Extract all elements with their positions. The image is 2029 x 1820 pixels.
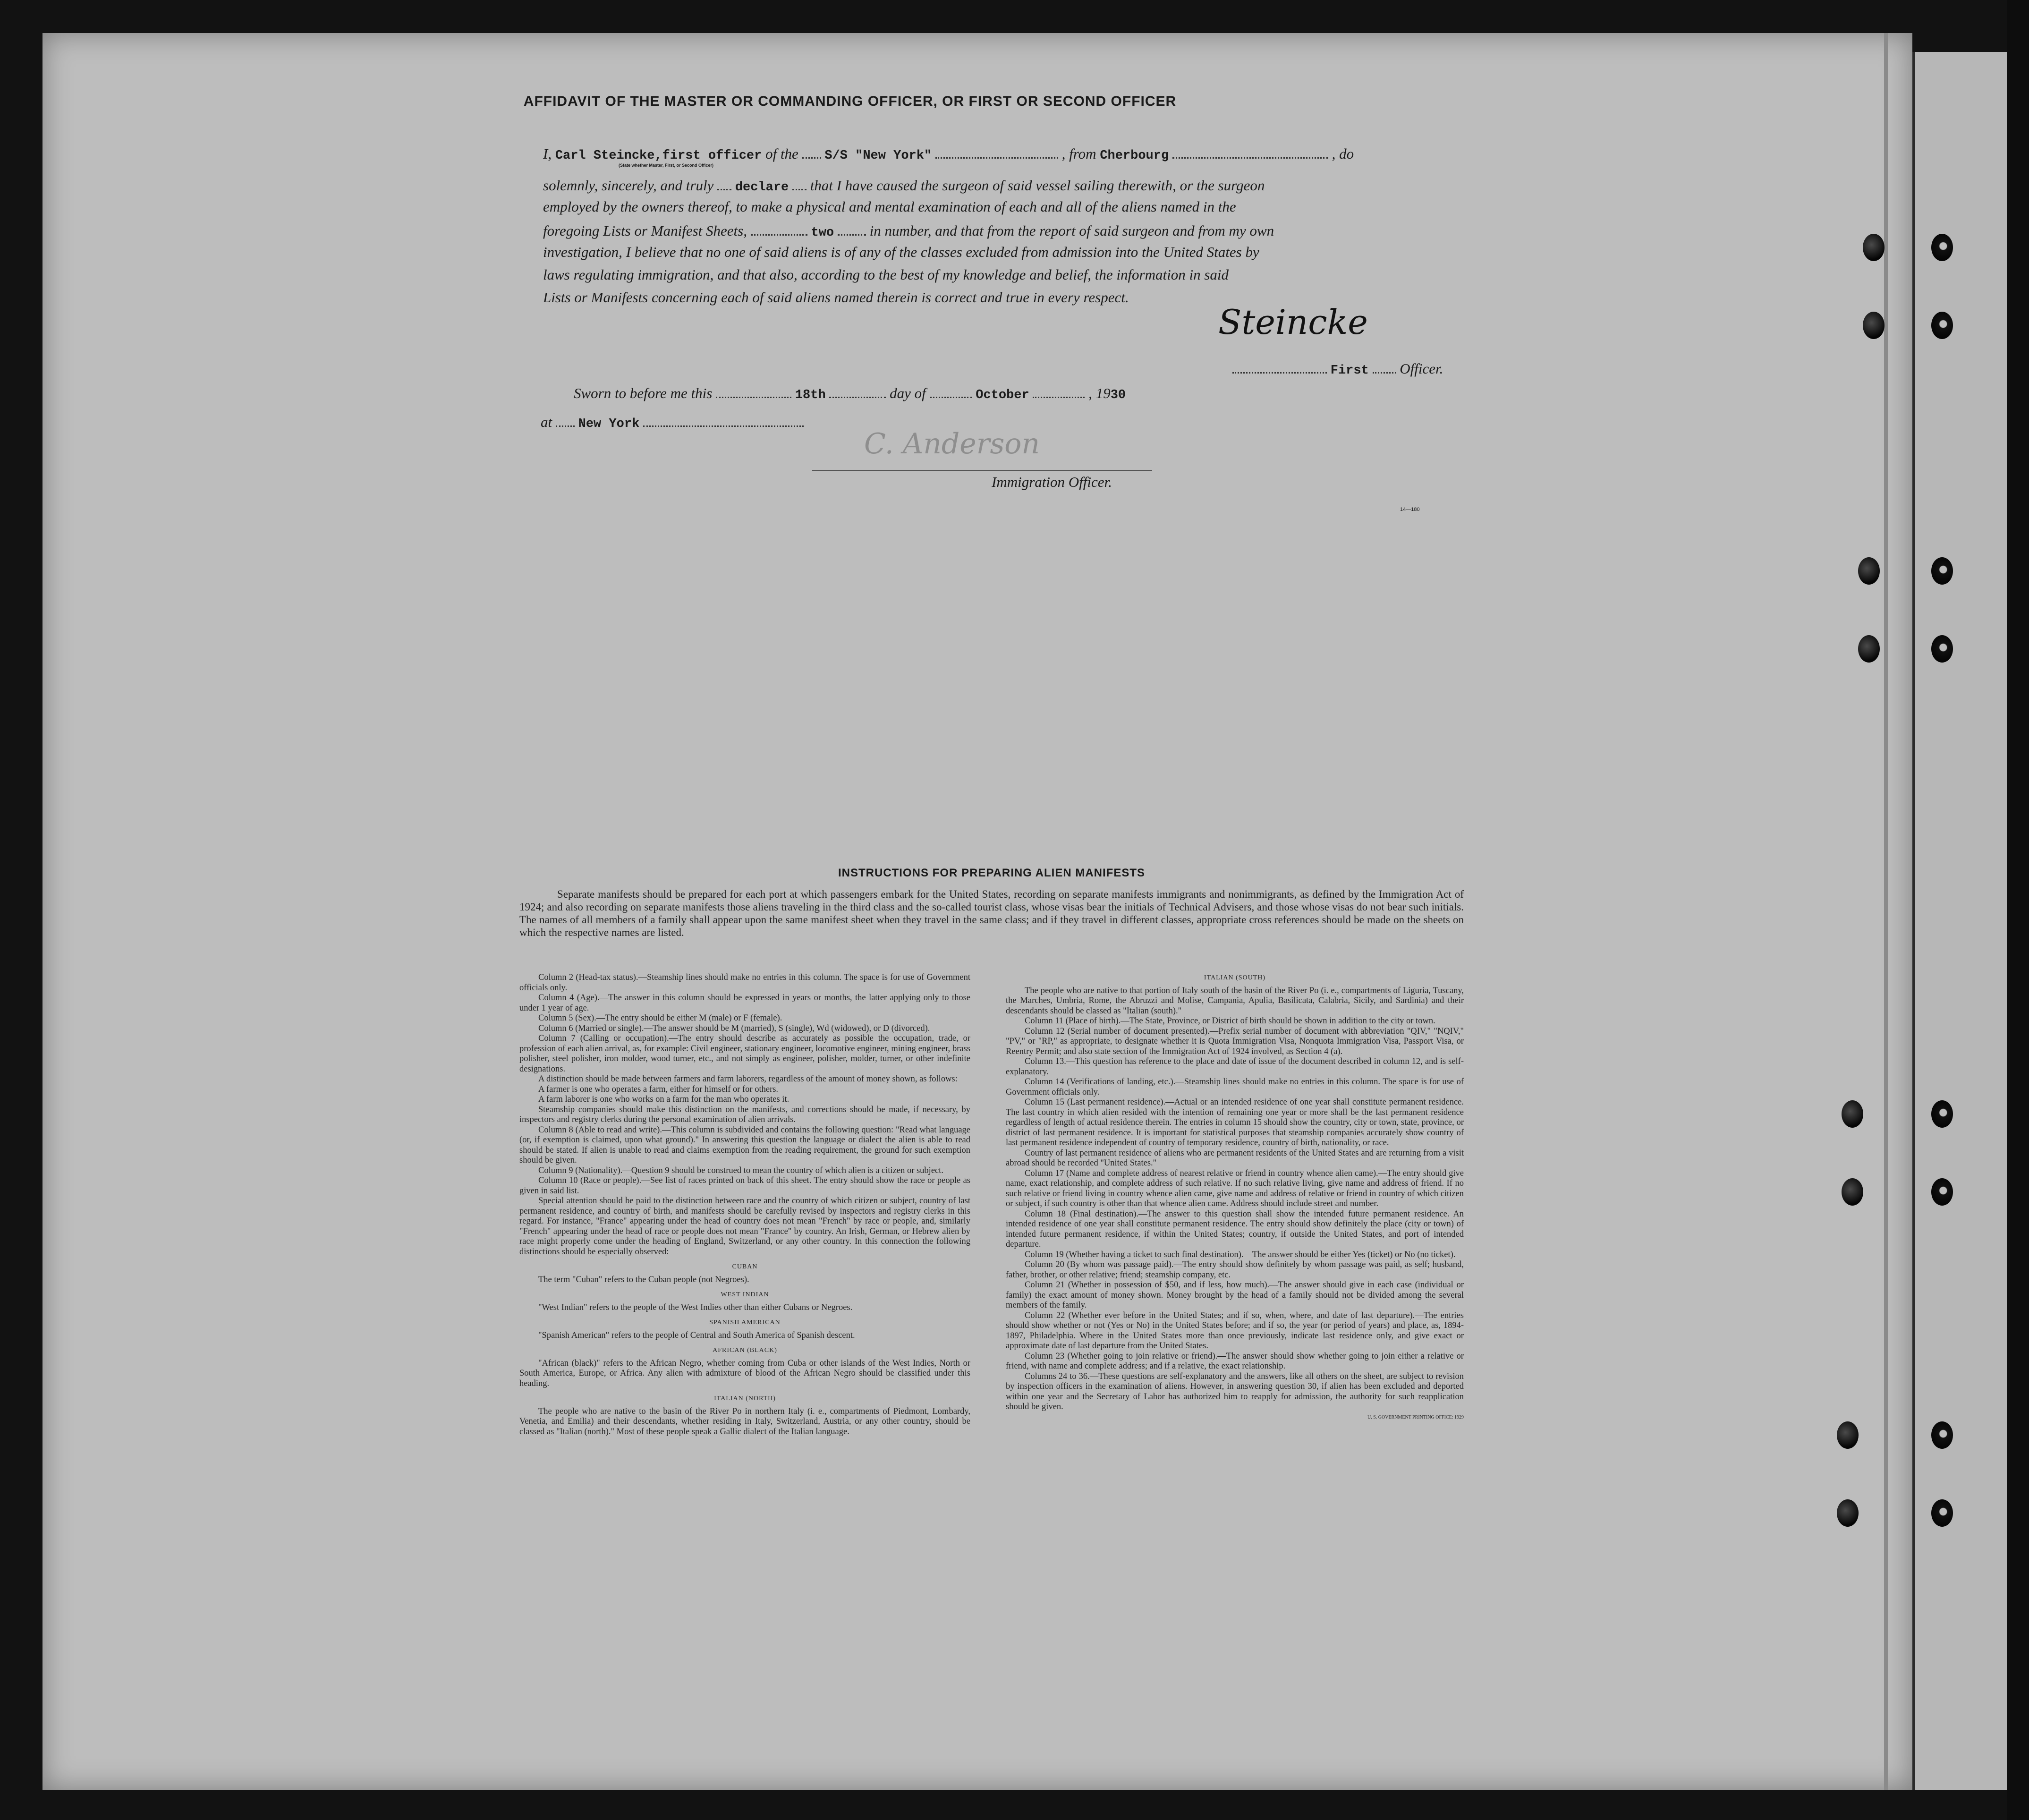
section-heading: SPANISH AMERICAN bbox=[709, 1319, 781, 1326]
instruction-paragraph: Column 9 (Nationality).—Question 9 should be construed to mean the country of which alien is a citizen or subject. bbox=[538, 1165, 944, 1175]
instructions-intro: Separate manifests should be prepared for each port at which passengers embark for the United States, recording on separate manifests immigrants and nonimmigrants, as defined by the Immigration Act of 1924; and also recording on separate manifests those aliens traveling in the third class and the so-called tourist class, whose visas bear the initials of Technical Advisers, and those whose visas do not bear such initials. The names of all members of a family shall appear upon the same manifest sheet when they travel in the same class; and if they travel in different classes, appropriate cross references should be made on the sheets on which the respective names are listed. bbox=[519, 888, 1464, 938]
form-number: 14—180 bbox=[1400, 507, 1420, 512]
instruction-paragraph: A farmer is one who operates a farm, either for himself or for others. bbox=[538, 1084, 779, 1094]
affidavit-line-1 bbox=[543, 144, 1354, 163]
instruction-paragraph: Columns 24 to 36.—These questions are self-explanatory and the answers, like all others on the sheet, are subject to revision by inspection officers in the examination of aliens. However, in answering question 30, if alien has been excluded and deported within one year and the Secretary of Labor has authorized him to reapply for admission, the authority for such reapplication should be given. bbox=[1006, 1371, 1464, 1412]
dotted-rule bbox=[751, 221, 807, 236]
sworn-month: October bbox=[976, 388, 1029, 402]
dotted-rule bbox=[930, 383, 972, 398]
text: Officer. bbox=[1400, 360, 1443, 377]
text: of the bbox=[765, 145, 798, 162]
binder-hole-icon bbox=[1842, 1100, 1863, 1128]
adjacent-page-edge bbox=[1912, 52, 2010, 1790]
text: day of bbox=[890, 385, 926, 401]
sworn-line bbox=[574, 383, 1126, 402]
instruction-paragraph: Column 21 (Whether in possession of $50, and if less, how much).—The answer should give in each case (individual or family) the exact amount of money shown. Money brought by the head of a family should not be divided among the several members of the family. bbox=[1006, 1280, 1464, 1310]
text: foregoing Lists or Manifest Sheets, bbox=[543, 222, 747, 239]
text: , 19 bbox=[1088, 385, 1111, 401]
departure-port: Cherbourg bbox=[1100, 149, 1169, 163]
sworn-year: 30 bbox=[1110, 388, 1126, 402]
sworn-day: 18th bbox=[795, 388, 826, 402]
instruction-paragraph: Column 13.—This question has reference to the place and date of issue of the document described in column 12, and is self-explanatory. bbox=[1006, 1057, 1464, 1077]
section-heading: CUBAN bbox=[732, 1263, 758, 1270]
printer-imprint: U. S. GOVERNMENT PRINTING OFFICE: 1929 bbox=[1367, 1414, 1464, 1420]
instruction-paragraph: Column 14 (Verifications of landing, etc.).—Steamship lines should make no entries in this column. The space is for use of Government officials only. bbox=[1006, 1077, 1464, 1097]
sheet-count: two bbox=[811, 226, 834, 240]
affidavit-line-4 bbox=[543, 221, 1274, 240]
dotted-rule bbox=[1373, 359, 1396, 374]
instructions-right-column bbox=[1006, 968, 1464, 1422]
section-heading: ITALIAN (NORTH) bbox=[714, 1395, 776, 1402]
dotted-rule bbox=[717, 176, 731, 190]
instruction-paragraph: Column 23 (Whether going to join relative or friend).—The answer should show whether going to join either a relative or friend, with name and complete address; and if a relative, the exact relationship. bbox=[1006, 1351, 1464, 1371]
instructions-title: INSTRUCTIONS FOR PREPARING ALIEN MANIFESTS bbox=[838, 867, 1145, 879]
instruction-paragraph: "Spanish American" refers to the people of Central and South America of Spanish descent. bbox=[538, 1330, 855, 1340]
immigration-officer-label: Immigration Officer. bbox=[992, 474, 1112, 490]
binder-ring-icon bbox=[1931, 234, 1953, 261]
binder-ring-icon bbox=[1931, 557, 1953, 585]
binder-hole-icon bbox=[1863, 234, 1885, 261]
officer-rank: First bbox=[1330, 364, 1369, 378]
binder-hole-icon bbox=[1863, 312, 1885, 339]
binder-ring-icon bbox=[1931, 635, 1953, 663]
section-heading: ITALIAN (SOUTH) bbox=[1204, 974, 1266, 981]
vessel-name: S/S "New York" bbox=[824, 149, 932, 163]
instruction-paragraph: The term "Cuban" refers to the Cuban people (not Negroes). bbox=[538, 1275, 749, 1284]
instruction-paragraph: Column 6 (Married or single).—The answer should be M (married), S (single), Wd (widowed), or D (divorced). bbox=[538, 1023, 930, 1033]
text: at bbox=[541, 414, 552, 430]
affidavit-line-6: laws regulating immigration, and that also, according to the best of my knowledge and belief, the information in said bbox=[543, 266, 1229, 283]
text: Sworn to before me this bbox=[574, 385, 713, 401]
instruction-paragraph: A distinction should be made between farmers and farm laborers, regardless of the amount of money shown, as follows: bbox=[538, 1074, 958, 1084]
dotted-rule bbox=[838, 221, 866, 236]
dotted-rule bbox=[643, 412, 804, 427]
instruction-paragraph: Column 5 (Sex).—The entry should be either M (male) or F (female). bbox=[538, 1013, 782, 1023]
rank-note: (State whether Master, First, or Second Officer) bbox=[619, 163, 714, 168]
instruction-paragraph: Column 10 (Race or people).—See list of races printed on back of this sheet. The entry should show the race or people as given in said list. bbox=[519, 1176, 970, 1196]
instruction-paragraph: Column 17 (Name and complete address of nearest relative or friend in country whence alien came).—The entry should give name, exact relationship, and complete address of such relative. If no such relative living, give name and address of friend. If no such relative or friend living in country whence alien came, give name and address of relative or friend in country of which citizen or subject, if such country is other than that whence alien came. Address should include street and number. bbox=[1006, 1168, 1464, 1208]
oath-word: declare bbox=[735, 180, 789, 195]
dotted-rule bbox=[829, 383, 886, 398]
instruction-paragraph: Steamship companies should make this distinction on the manifests, and corrections should be made, if necessary, by inspectors and registry clerks during the personal examination of alien arrivals. bbox=[519, 1105, 970, 1124]
page-fold bbox=[1884, 33, 1888, 1790]
affidavit-line-5: investigation, I believe that no one of said aliens is of any of the classes excluded from admission into the United States by bbox=[543, 244, 1259, 260]
instruction-paragraph: The people who are native to the basin of the River Po in northern Italy (i. e., compartments of Piedmont, Lombardy, Venetia, and Emilia) and their descendants, whether residing in Italy, Switzerland, Austria, or any other country, should be classed as "Italian (north)." Most of these people speak a Gallic dialect of the Italian language. bbox=[519, 1406, 970, 1437]
affidavit-line-2 bbox=[543, 176, 1265, 195]
instruction-paragraph: Special attention should be paid to the distinction between race and the country of which citizen or subject, country of last permanent residence, and country of birth, and manifests should be carefully revised by inspectors and registry clerks in this regard. For instance, "France" appearing under the head of country does not mean "French" by race or people, and, similarly "French" appearing under the head of race or people does not mean "France" by country. An Irish, German, or Hebrew alien by race might properly come under the heading of England, Switzerland, or any other country. In this connection the following distinctions should be especially observed: bbox=[519, 1196, 970, 1257]
dotted-rule bbox=[1172, 144, 1328, 159]
text: that I have caused the surgeon of said vessel sailing therewith, or the surgeon bbox=[810, 177, 1265, 194]
dotted-rule bbox=[935, 144, 1058, 159]
section-heading: AFRICAN (BLACK) bbox=[713, 1347, 777, 1354]
instruction-paragraph: Country of last permanent residence of aliens who are permanent residents of the United States and are returning from a visit abroad should be recorded "United States." bbox=[1006, 1148, 1464, 1168]
instruction-paragraph: Column 12 (Serial number of document presented).—Prefix serial number of document with abbreviation "QIV," "NQIV," "PV," or "RP," as appropriate, to designate whether it is Quota Immigration Visa, Nonquota Immigration Visa, Passport Visa, or Reentry Permit; and also state section of the Immigration Act of 1924 involved, as Section 4 (a). bbox=[1006, 1026, 1464, 1056]
binder-hole-icon bbox=[1842, 1178, 1863, 1206]
sworn-place-line bbox=[541, 412, 804, 431]
dotted-rule bbox=[716, 383, 791, 398]
binder-hole-icon bbox=[1837, 1499, 1859, 1527]
instruction-paragraph: Column 7 (Calling or occupation).—The entry should describe as accurately as possible the occupation, trade, or profession of each alien arrival, as, for example: Civil engineer, stationary engineer, locomotive engineer, mining engineer, brass polisher, steel polisher, iron molder, wood turner, etc., and not simply as engineer, polisher, molder, turner, or other indefinite designations. bbox=[519, 1034, 970, 1074]
instruction-paragraph: Column 22 (Whether ever before in the United States; and if so, when, where, and date of last departure).—The entries should show whether or not (Yes or No) in the United States before; and if so, the year (or period of years) and place, as, 1894-1897, Philadelphia. Where in the United States more than once previously, indicate last residence only, and give exact or approximate date of last departure from the United States. bbox=[1006, 1310, 1464, 1351]
affidavit-line-3: employed by the owners thereof, to make a physical and mental examination of each and all of the aliens named in the bbox=[543, 198, 1236, 215]
instruction-paragraph: Column 4 (Age).—The answer in this column should be expressed in years or months, the latter applying only to those under 1 year of age. bbox=[519, 993, 970, 1013]
binder-ring-icon bbox=[1931, 1178, 1953, 1206]
binder-ring-icon bbox=[1931, 1499, 1953, 1527]
dotted-rule bbox=[792, 176, 807, 190]
scanner-edge bbox=[2007, 0, 2029, 1820]
binder-ring-icon bbox=[1931, 1100, 1953, 1128]
instruction-paragraph: "African (black)" refers to the African Negro, whether coming from Cuba or other islands of the West Indies, North or South America, Europe, or Africa. Any alien with admixture of blood of the African Negro should be classified under this heading. bbox=[519, 1358, 970, 1388]
text: , do bbox=[1332, 145, 1354, 162]
dotted-rule bbox=[556, 412, 575, 427]
binder-hole-icon bbox=[1858, 635, 1880, 663]
officer-rank-line bbox=[1232, 359, 1443, 378]
dotted-rule bbox=[802, 144, 821, 159]
instruction-paragraph: Column 15 (Last permanent residence).—Actual or an intended residence of one year shall constitute permanent residence. The last country in which alien resided with the intention of remaining one year or more shall be the last permanent residence regardless of length of actual residence therein. The entries in column 15 should show the country, city or town, state, province, or district of last permanent residence. It is important for statistical purposes that steamship companies accurately show country of last permanent residence independent of country of temporary residence, country of birth, nationality, or race. bbox=[1006, 1097, 1464, 1148]
dotted-rule bbox=[1033, 383, 1085, 398]
affidavit-line-7: Lists or Manifests concerning each of said aliens named therein is correct and true in every respect. bbox=[543, 289, 1129, 306]
instruction-paragraph: Column 11 (Place of birth).—The State, Province, or District of birth should be shown in addition to the city or town. bbox=[1025, 1016, 1435, 1026]
text: solemnly, sincerely, and truly bbox=[543, 177, 714, 194]
instruction-paragraph: Column 19 (Whether having a ticket to such final destination).—The answer should be either Yes (ticket) or No (no ticket). bbox=[1025, 1250, 1456, 1259]
officer-signature: Steincke bbox=[1218, 302, 1368, 342]
affidavit-title: AFFIDAVIT OF THE MASTER OR COMMANDING OFFICER, OR FIRST OR SECOND OFFICER bbox=[523, 94, 1177, 109]
binder-hole-icon bbox=[1837, 1421, 1859, 1449]
sworn-place: New York bbox=[578, 417, 640, 431]
signature-rule bbox=[812, 470, 1152, 471]
binder-ring-icon bbox=[1931, 1421, 1953, 1449]
instruction-paragraph: A farm laborer is one who works on a farm for the man who operates it. bbox=[538, 1095, 790, 1104]
dotted-rule bbox=[1232, 359, 1327, 374]
section-heading: WEST INDIAN bbox=[721, 1291, 769, 1298]
instruction-paragraph: Column 2 (Head-tax status).—Steamship lines should make no entries in this column. The space is for use of Government officials only. bbox=[519, 973, 970, 993]
immigration-officer-signature: C. Anderson bbox=[864, 427, 1040, 460]
officer-name: Carl Steincke,first officer bbox=[555, 149, 762, 163]
instructions-left-column bbox=[519, 973, 970, 1437]
text: in number, and that from the report of said surgeon and from my own bbox=[869, 222, 1274, 239]
instruction-paragraph: The people who are native to that portion of Italy south of the basin of the River Po (i. e., compartments of Liguria, Tuscany, the Marches, Umbria, Rome, the Abruzzi and Molise, Campania, Apulia, Basilicata, Calabria, Sicily, and Sardinia) and their descendants should be classed as "Italian (south)." bbox=[1006, 986, 1464, 1016]
instruction-paragraph: "West Indian" refers to the people of the West Indies other than either Cubans or Negroes. bbox=[538, 1302, 853, 1312]
instruction-paragraph: Column 20 (By whom was passage paid).—The entry should show definitely by whom passage was paid, as self; husband, father, brother, or other relative; friend; steamship company, etc. bbox=[1006, 1260, 1464, 1280]
instruction-paragraph: Column 8 (Able to read and write).—This column is subdivided and contains the following question: "Read what language (or, if exemption is claimed, upon what ground)." In answering this question the language or dialect the alien is able to read should be stated. If alien is unable to read and claims exemption from the reading requirement, the ground for such exemption should be given. bbox=[519, 1125, 970, 1165]
binder-hole-icon bbox=[1858, 557, 1880, 585]
instruction-paragraph: Column 18 (Final destination).—The answer to this question shall show the intended future permanent residence. An intended residence of one year shall constitute permanent residence. The entry should show definitely the place (city or town) of intended future permanent residence, if within the United States; country, if outside the United States, and port of intended departure. bbox=[1006, 1209, 1464, 1249]
text: I, bbox=[543, 145, 552, 162]
text: , from bbox=[1061, 145, 1096, 162]
binder-ring-icon bbox=[1931, 312, 1953, 339]
